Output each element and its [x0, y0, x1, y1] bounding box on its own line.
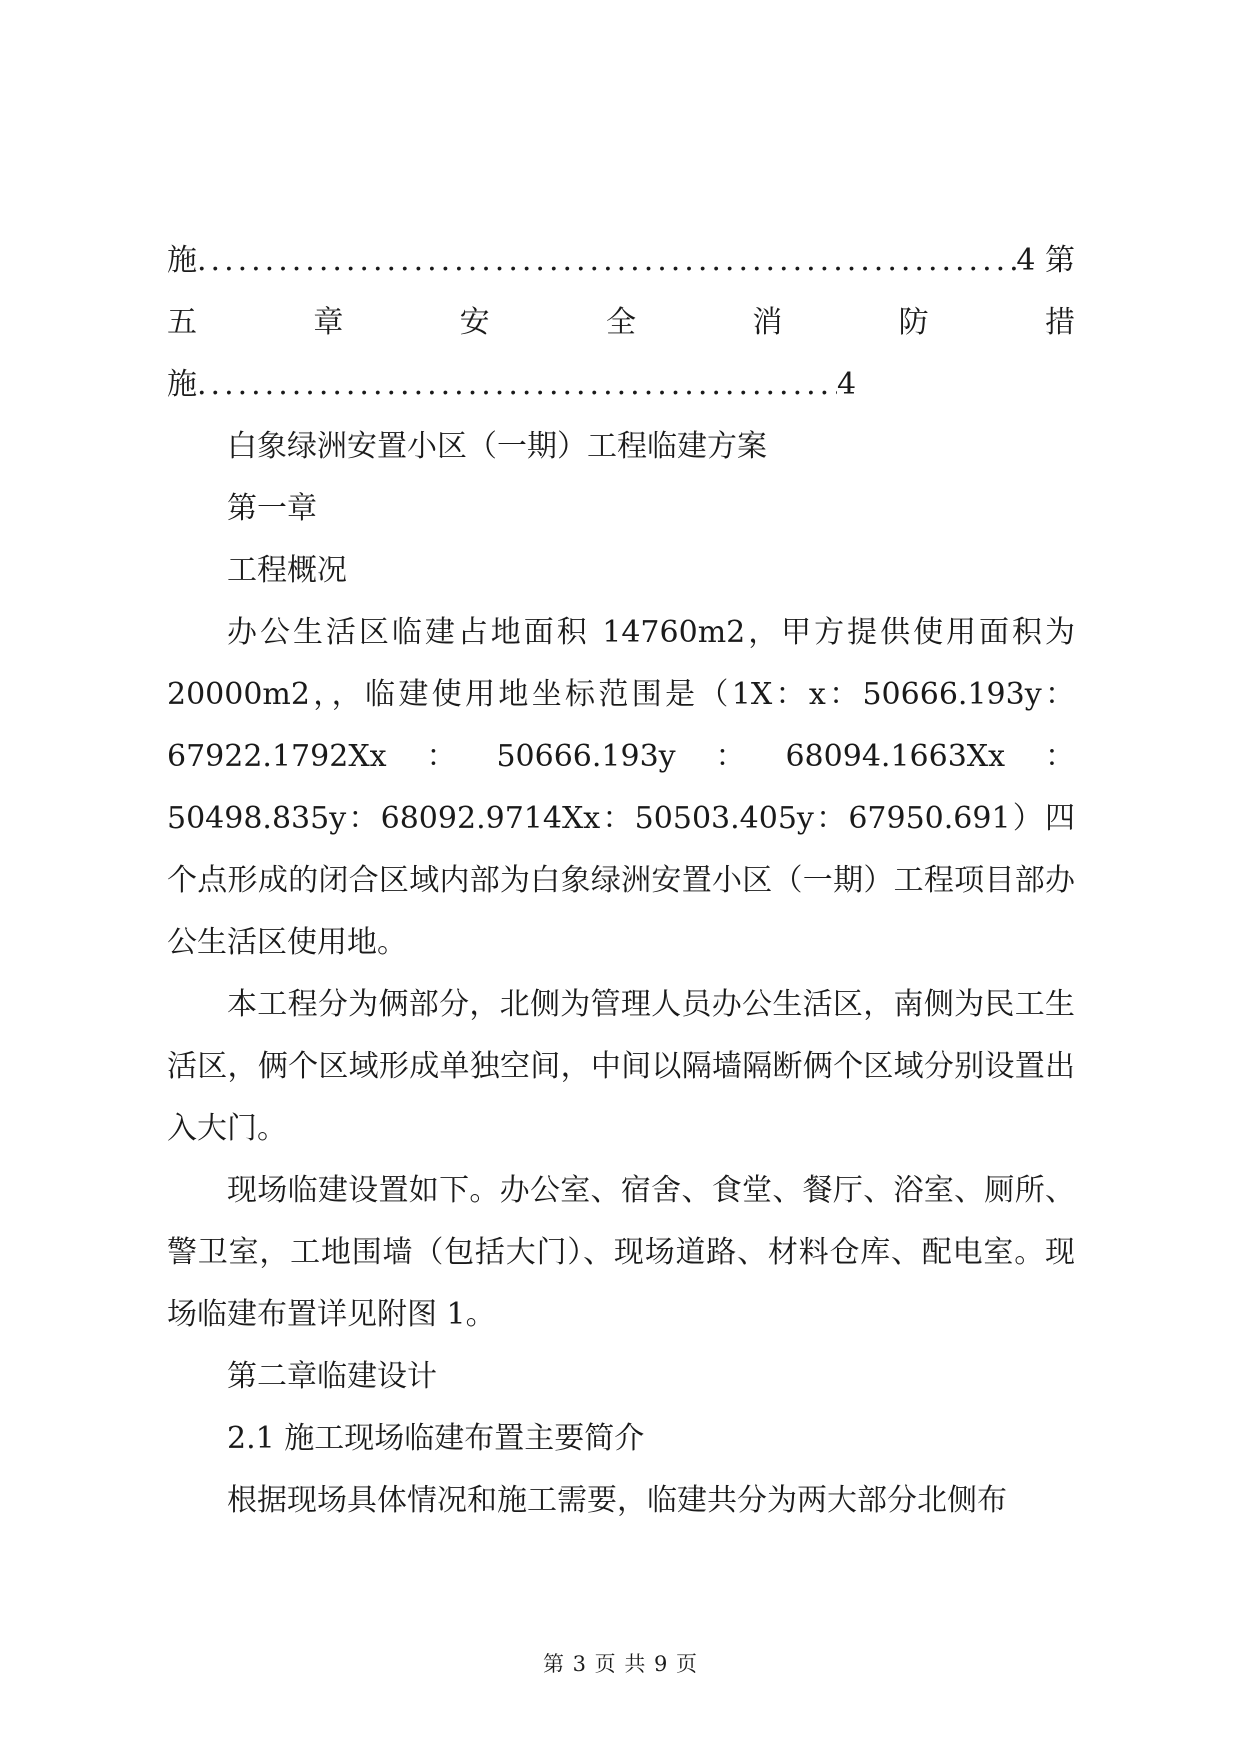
toc-char: 防	[898, 305, 929, 340]
body-paragraph: 根据现场具体情况和施工需要，临建共分为两大部分北侧布	[227, 1483, 1007, 1518]
toc-entry-text: 施	[167, 367, 197, 402]
toc-dot-leader	[197, 354, 837, 416]
page-footer: 第 3 页 共 9 页	[542, 1652, 699, 1676]
toc-entry-line-1	[167, 230, 1075, 292]
toc-char: 措	[1044, 305, 1075, 340]
toc-entry-line-3	[167, 354, 1075, 416]
section-heading: 2.1 施工现场临建布置主要简介	[227, 1421, 645, 1456]
body-paragraph: 现场临建设置如下。办公室、宿舍、食堂、餐厅、浴室、厕所、警卫室，工地围墙（包括大门）、现场道路、材料仓库、配电室。现场临建布置详见附图 1。	[167, 1173, 1075, 1332]
document-title: 白象绿洲安置小区（一期）工程临建方案	[227, 429, 767, 464]
chapter-heading: 第二章临建设计	[227, 1359, 437, 1394]
toc-char: 章	[313, 305, 344, 340]
toc-page-number: 4 第	[1016, 243, 1075, 278]
toc-entry-line-2	[167, 292, 1075, 354]
chapter-heading: 第一章	[227, 491, 317, 526]
body-paragraph: 本工程分为俩部分，北侧为管理人员办公生活区，南侧为民工生活区，俩个区域形成单独空间，中间以隔墙隔断俩个区域分别设置出入大门。	[167, 987, 1075, 1146]
body-paragraph: 办公生活区临建占地面积 14760m2，甲方提供使用面积为 20000m2，，临建使用地坐标范围是（1X：x：50666.193y：67922.1792Xx：50666.193y：68094.1663Xx：50498.835y：68092.9714Xx：50503.405y：67950.691）四个点形成的闭合区域内部为白象绿洲安置小区（一期）工程项目部办公生活区使用地。	[167, 615, 1075, 960]
toc-char: 全	[605, 305, 636, 340]
chapter-subheading: 工程概况	[227, 553, 347, 588]
toc-entry-text: 施	[167, 243, 197, 278]
toc-char: 消	[752, 305, 783, 340]
toc-dot-leader	[197, 230, 1016, 292]
page-content	[167, 230, 1075, 1532]
toc-char: 五	[167, 305, 197, 340]
toc-char: 安	[459, 305, 490, 340]
toc-page-number: 4	[837, 367, 857, 402]
